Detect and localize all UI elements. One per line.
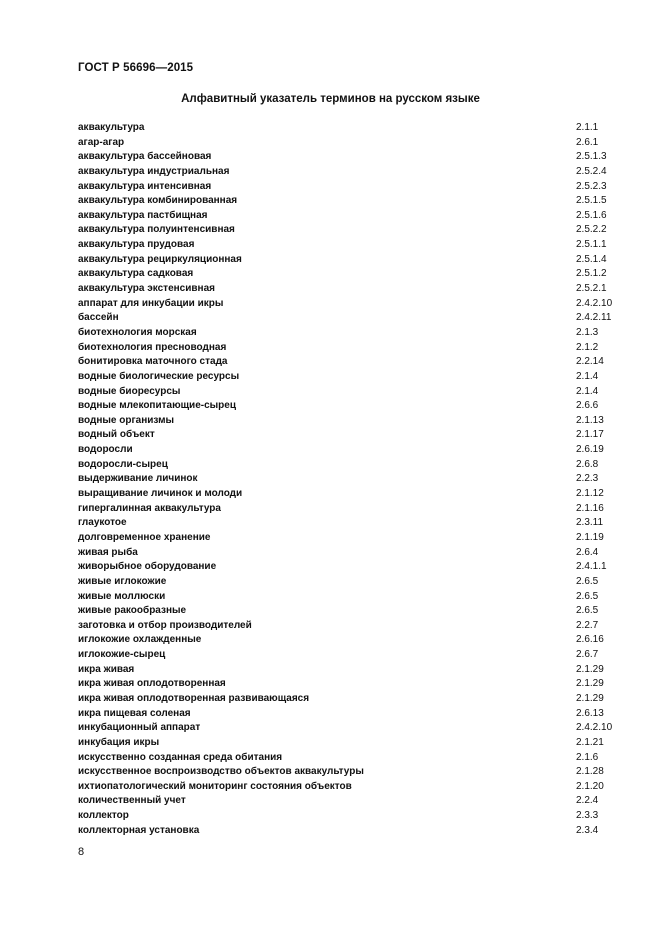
index-term-ref: 2.2.7 xyxy=(576,619,599,631)
index-entry xyxy=(78,458,618,473)
index-term-ref: 2.6.13 xyxy=(576,707,604,719)
index-term-ref: 2.3.4 xyxy=(576,824,599,836)
index-term: аквакультура бассейновая xyxy=(78,151,212,163)
index-term-ref: 2.1.28 xyxy=(576,766,604,778)
index-term: иглокожие охлажденные xyxy=(78,634,202,646)
index-term-ref: 2.1.13 xyxy=(576,414,604,426)
index-term-ref: 2.3.3 xyxy=(576,810,599,822)
index-term-ref: 2.5.2.1 xyxy=(576,283,607,295)
index-term: коллекторная установка xyxy=(78,824,200,836)
index-term: аквакультура садковая xyxy=(78,268,194,280)
index-entry xyxy=(78,502,618,517)
index-entry xyxy=(78,370,618,385)
index-entry xyxy=(78,267,618,282)
index-term-ref: 2.5.2.3 xyxy=(576,180,607,192)
term-index-list xyxy=(78,121,618,838)
index-term-ref: 2.5.1.2 xyxy=(576,268,607,280)
index-entry xyxy=(78,428,618,443)
index-entry xyxy=(78,736,618,751)
index-entry xyxy=(78,692,618,707)
index-term-ref: 2.2.14 xyxy=(576,356,604,368)
index-term-ref: 2.6.16 xyxy=(576,634,604,646)
index-entry xyxy=(78,794,618,809)
index-entry xyxy=(78,150,618,165)
index-entry xyxy=(78,194,618,209)
index-term: биотехнология морская xyxy=(78,326,197,338)
index-entry xyxy=(78,765,618,780)
index-term: аквакультура комбинированная xyxy=(78,195,238,207)
index-term-ref: 2.1.3 xyxy=(576,326,599,338)
index-entry xyxy=(78,297,618,312)
index-entry xyxy=(78,560,618,575)
index-term: искусственное воспроизводство объектов аквакультуры xyxy=(78,766,364,778)
index-term-ref: 2.6.5 xyxy=(576,575,599,587)
index-term: долговременное хранение xyxy=(78,531,211,543)
index-entry xyxy=(78,136,618,151)
index-entry xyxy=(78,604,618,619)
index-term: аквакультура полуинтенсивная xyxy=(78,224,235,236)
index-term-ref: 2.1.4 xyxy=(576,370,599,382)
index-term: агар-агар xyxy=(78,136,125,148)
index-term-ref: 2.6.1 xyxy=(576,136,599,148)
index-entry xyxy=(78,707,618,722)
index-term: живые иглокожие xyxy=(78,575,167,587)
index-entry xyxy=(78,385,618,400)
index-term: выращивание личинок и молоди xyxy=(78,488,243,500)
index-entry xyxy=(78,531,618,546)
index-entry xyxy=(78,253,618,268)
index-term-ref: 2.1.21 xyxy=(576,736,604,748)
index-term-ref: 2.4.2.10 xyxy=(576,297,613,309)
index-term: водоросли-сырец xyxy=(78,458,168,470)
index-term-ref: 2.3.11 xyxy=(576,517,604,529)
index-term: инкубация икры xyxy=(78,736,160,748)
index-term-ref: 2.6.7 xyxy=(576,649,599,661)
index-term-ref: 2.5.1.6 xyxy=(576,209,607,221)
index-entry xyxy=(78,399,618,414)
document-code: ГОСТ Р 56696—2015 xyxy=(78,62,194,74)
index-entry xyxy=(78,619,618,634)
index-term-ref: 2.5.2.4 xyxy=(576,165,607,177)
index-entry xyxy=(78,809,618,824)
index-term-ref: 2.1.1 xyxy=(576,122,599,133)
index-term: аквакультура рециркуляционная xyxy=(78,253,242,265)
index-term: водный объект xyxy=(78,429,155,441)
index-entry xyxy=(78,443,618,458)
index-term-ref: 2.4.2.11 xyxy=(576,312,612,324)
index-term: икра живая xyxy=(78,663,135,675)
index-entry xyxy=(78,516,618,531)
index-entry xyxy=(78,590,618,605)
index-term-ref: 2.2.3 xyxy=(576,473,599,485)
index-entry xyxy=(78,648,618,663)
index-term: водные биоресурсы xyxy=(78,385,181,397)
index-term: аквакультура xyxy=(78,122,145,133)
index-entry xyxy=(78,341,618,356)
index-term: водные организмы xyxy=(78,414,175,426)
index-term-ref: 2.6.5 xyxy=(576,605,599,617)
index-term: аппарат для инкубации икры xyxy=(78,297,224,309)
index-term-ref: 2.1.2 xyxy=(576,341,599,353)
index-entry xyxy=(78,326,618,341)
index-term-ref: 2.1.12 xyxy=(576,488,604,500)
index-entry xyxy=(78,487,618,502)
index-term-ref: 2.1.6 xyxy=(576,751,599,763)
index-term: бонитировка маточного стада xyxy=(78,356,228,368)
index-term-ref: 2.6.5 xyxy=(576,590,599,602)
index-entry xyxy=(78,721,618,736)
index-term-ref: 2.4.1.1 xyxy=(576,561,607,573)
index-term: искусственно созданная среда обитания xyxy=(78,751,283,763)
index-entry xyxy=(78,282,618,297)
index-term: водоросли xyxy=(78,444,133,456)
index-entry xyxy=(78,355,618,370)
index-term-ref: 2.6.4 xyxy=(576,546,599,558)
index-term: аквакультура экстенсивная xyxy=(78,283,215,295)
index-entry xyxy=(78,180,618,195)
index-entry xyxy=(78,575,618,590)
index-entry xyxy=(78,311,618,326)
index-term: выдерживание личинок xyxy=(78,473,198,485)
index-entry xyxy=(78,633,618,648)
index-term: водные биологические ресурсы xyxy=(78,370,240,382)
index-term: ихтиопатологический мониторинг состояния объектов xyxy=(78,780,352,792)
index-entry xyxy=(78,472,618,487)
index-term-ref: 2.1.29 xyxy=(576,678,604,690)
index-term-ref: 2.5.1.4 xyxy=(576,253,607,265)
index-term: аквакультура прудовая xyxy=(78,239,195,251)
index-term: бассейн xyxy=(78,312,119,324)
index-term: икра пищевая соленая xyxy=(78,707,191,719)
index-term-ref: 2.1.29 xyxy=(576,663,604,675)
index-term-ref: 2.6.6 xyxy=(576,400,599,412)
index-entry xyxy=(78,546,618,561)
index-entry xyxy=(78,121,618,136)
index-term: гипергалинная аквакультура xyxy=(78,502,221,514)
index-term: живорыбное оборудование xyxy=(78,561,217,573)
index-term-ref: 2.1.19 xyxy=(576,531,604,543)
index-term-ref: 2.5.2.2 xyxy=(576,224,607,236)
index-entry xyxy=(78,209,618,224)
index-entry xyxy=(78,824,618,839)
index-term: инкубационный аппарат xyxy=(78,722,201,734)
index-term: количественный учет xyxy=(78,795,186,807)
index-entry xyxy=(78,414,618,429)
index-term: аквакультура пастбищная xyxy=(78,209,208,221)
index-term-ref: 2.1.20 xyxy=(576,780,604,792)
index-entry xyxy=(78,165,618,180)
index-entry xyxy=(78,751,618,766)
index-term: биотехнология пресноводная xyxy=(78,341,227,353)
index-title: Алфавитный указатель терминов на русском языке xyxy=(181,93,480,105)
index-entry xyxy=(78,238,618,253)
index-entry xyxy=(78,223,618,238)
index-term: глаукотое xyxy=(78,517,127,529)
index-term: икра живая оплодотворенная xyxy=(78,678,226,690)
index-term-ref: 2.6.8 xyxy=(576,458,599,470)
index-term-ref: 2.1.4 xyxy=(576,385,599,397)
index-term-ref: 2.5.1.3 xyxy=(576,151,607,163)
index-term-ref: 2.4.2.10 xyxy=(576,722,613,734)
index-entry xyxy=(78,677,618,692)
index-term-ref: 2.1.16 xyxy=(576,502,604,514)
index-term-ref: 2.5.1.5 xyxy=(576,195,607,207)
index-term: живые моллюски xyxy=(78,590,166,602)
index-term-ref: 2.1.17 xyxy=(576,429,604,441)
index-term-ref: 2.2.4 xyxy=(576,795,599,807)
page-number: 8 xyxy=(78,846,85,858)
index-term: живая рыба xyxy=(78,546,138,558)
index-term: заготовка и отбор производителей xyxy=(78,619,252,631)
index-entry xyxy=(78,780,618,795)
index-term: живые ракообразные xyxy=(78,605,187,617)
index-term-ref: 2.5.1.1 xyxy=(576,239,607,251)
index-term: икра живая оплодотворенная развивающаяся xyxy=(78,692,310,704)
index-entry xyxy=(78,663,618,678)
index-term: водные млекопитающие-сырец xyxy=(78,400,237,412)
index-term: коллектор xyxy=(78,810,129,822)
index-term: иглокожие-сырец xyxy=(78,649,166,661)
index-term: аквакультура интенсивная xyxy=(78,180,212,192)
index-term-ref: 2.1.29 xyxy=(576,692,604,704)
index-term-ref: 2.6.19 xyxy=(576,444,604,456)
index-term: аквакультура индустриальная xyxy=(78,165,230,177)
